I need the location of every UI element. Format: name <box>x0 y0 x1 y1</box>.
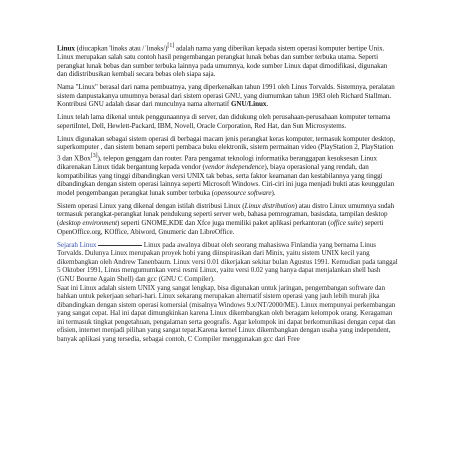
hardware-use-text-3: ), biaya operasional yang rendah, dan kompatibilitas yang tinggi dibandingkan versi UNIX tak bebas, serta faktor keamanan dan kestabilannya yang tinggi dibandingkan dengan sistem operasi lainnya seperti Microsoft Windows. Ciri-ciri ini juga menjadi bukti atas keunggulan model pengembangan perangkat lunak sumber terbuka ( <box>57 163 395 197</box>
distributions-text-2: ) atau distro Linux umumnya sudah termasuk perangkat-perangkat lunak pendukung seperti server web, bahasa pemrograman, basisdata, tampilan desktop ( <box>57 201 395 227</box>
italic-linux-distribution: Linux distribution <box>244 201 295 210</box>
term-gnu-linux: GNU/Linux <box>230 100 267 109</box>
dash-divider <box>98 245 142 246</box>
pronunciation-text: (diucapkan 'linəks atau /ˈlɪnəks/) <box>74 44 168 53</box>
history-text: Linux pada awalnya dibuat oleh seorang mahasiswa Finlandia yang bernama Linus Torvalds. Dulunya Linux merupakan proyek hobi yang diinspirasikan dari Minix, yaitu sistem UNIX kecil yang dikembangkan oleh Andrew Tanenbaum. Linux versi 0.01 dikerjakan sekitar bulan Agustus 1991. Kemudian pada tanggal 5 Oktober 1991, Linus mengumumkan versi resmi Linux, yaitu versi 0.02 yang hanya dapat menjalankan shell bash (GNU Bourne Again Shell) dan gcc (GNU C Compiler). <box>57 240 398 283</box>
distributions-text: Sistem operasi Linux yang dikenal dengan istilah distribusi Linux ( <box>57 201 245 210</box>
hardware-use-end: ). <box>271 188 276 197</box>
paragraph-linux-definition <box>57 42 398 79</box>
paragraph-history <box>57 241 398 344</box>
server-use-text: Linux telah lama dikenal untuk penggunaannya di server, dan didukung oleh perusahaan-perusahaan komputer ternama sepertiIntel, Dell, Hewlett-Packard, IBM, Novell, Oracle Corporation, Red Hat, dan Sun Microsystems. <box>57 113 391 130</box>
name-origin-text: Nama "Linux" berasal dari nama pembuatnya, yang diperkenalkan tahun 1991 oleh Linus Torvalds. Sistemnya, peralatan sistem danpustakanya umumnya berasal dari sistem operasi GNU, yang diumumkan tahun 1983 oleh Richard Stallman. Kontribusi GNU adalah dasar dari munculnya nama alternatif <box>57 83 395 109</box>
name-origin-end: . <box>266 100 269 109</box>
italic-opensource-software: opensource software <box>214 188 272 197</box>
footnote-ref: [3] <box>90 153 98 160</box>
footnote-ref: [1] <box>167 43 175 49</box>
history-text-2: Saat ini Linux adalah sistem UNIX yang sangat lengkap, bisa digunakan untuk jaringan, pengembangan software dan bahkan untuk pekerjaan sehari-hari. Linux sekarang merupakan alternatif sistem operasi yang jauh lebih murah jika dibandingkan dengan sistem operasi komersial (misalnya Windows 9.x/NT/2000/ME). Linux mempunyai perkembangan yang sangat cepat. Hal ini dapat dimungkinkan karena Linux dikembangkan oleh beragam kelompok orang. Keragaman ini termasuk tingkat pengetahuan, pengalaman serta geografis. Agar kelompok ini dapat berkomunikasi dengan cepat dan efisien, internet menjadi pilihan yang sangat tepat.Karena kernel Linux dikembangkan dengan usaha yang independent, banyak aplikasi yang tersedia, sebagai contoh, C Compiler menggunakan gcc dari Free <box>57 283 396 344</box>
hardware-use-text-2: ), telepon genggam dan router. Para pengamat teknologi informatika beranggapan kesuksesan Linux dikarenakan Linux tidak bergantung kepada vendor ( <box>57 154 378 172</box>
history-heading: Sejarah Linux <box>57 240 97 249</box>
italic-vendor-independence: vendor independence <box>204 163 265 172</box>
hardware-use-text: Linux digunakan sebagai sistem operasi di berbagai macam jenis perangkat keras komputer, termasuk komputer desktop, superkomputer , dan sistem benam seperti pembaca buku elektronik, sistem permainan video (PlayStation 2, PlayStation 3 dan XBox <box>57 134 395 163</box>
italic-office-suite: office suite <box>330 218 361 227</box>
italic-desktop-environment: desktop environment <box>59 218 118 227</box>
paragraph-distributions <box>57 202 398 236</box>
distributions-end: ) seperti OpenOffice.org, KOffice, Abiword, Gnumeric dan LibreOffice. <box>57 218 384 236</box>
paragraph-hardware-use <box>57 135 398 198</box>
term-linux: Linux <box>57 44 75 53</box>
paragraph-name-origin <box>57 83 398 109</box>
distributions-text-3: ) seperti GNOME,KDE dan Xfce juga memiliki paket aplikasi perkantoran ( <box>117 218 331 227</box>
document-body <box>57 42 398 344</box>
paragraph-server-use <box>57 113 398 130</box>
definition-text: adalah nama yang diberikan kepada sistem operasi komputer bertipe Unix. Linux merupakan salah satu contoh hasil pengembangan perangkat lunak bebas dan sumber terbuka utama. Seperti perangkat lunak bebas dan sumber terbuka lainnya pada umumnya, kode sumber Linux dapat dimodifikasi, digunakan dan didistribusikan kembali secara bebas oleh siapa saja. <box>57 44 388 79</box>
